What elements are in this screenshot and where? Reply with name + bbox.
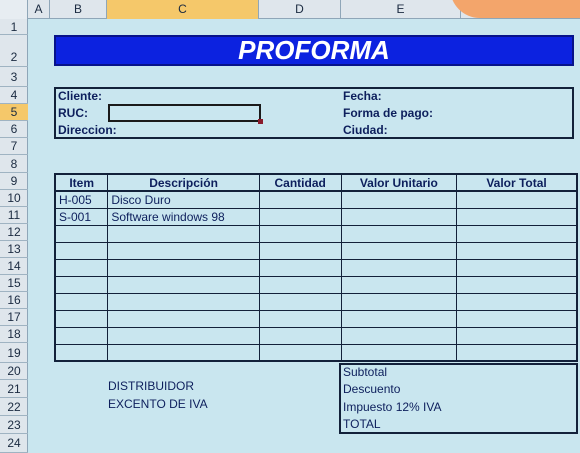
row-header[interactable]: 6 (0, 121, 28, 138)
row-header[interactable]: 1 (0, 19, 28, 35)
cell-valor-total[interactable] (457, 242, 577, 259)
cell-cantidad[interactable] (259, 276, 341, 293)
row-header[interactable]: 11 (0, 207, 28, 224)
column-header-b[interactable]: B (50, 0, 107, 19)
cell-item[interactable] (55, 225, 108, 242)
column-label-item[interactable]: Item (55, 174, 108, 191)
cell-descripcion[interactable] (108, 225, 259, 242)
cell-valor-total[interactable] (457, 225, 577, 242)
page-title: PROFORMA (238, 35, 390, 65)
proforma-title-banner (54, 35, 574, 66)
cell-descripcion[interactable] (108, 276, 259, 293)
table-row (55, 225, 577, 242)
row-header[interactable]: 10 (0, 190, 28, 207)
cell-valor-unitario[interactable] (341, 276, 457, 293)
cliente-label: Cliente: (58, 89, 103, 103)
cell-valor-total[interactable] (457, 259, 577, 276)
cell-descripcion[interactable]: Disco Duro (108, 191, 259, 208)
cell-valor-total[interactable] (457, 276, 577, 293)
cell-descripcion[interactable] (108, 310, 259, 327)
row-header[interactable]: 13 (0, 241, 28, 258)
column-label-descripcion[interactable]: Descripción (108, 174, 259, 191)
table-row (55, 208, 577, 225)
column-header-a[interactable]: A (28, 0, 50, 19)
fill-handle[interactable] (258, 119, 263, 124)
row-header[interactable]: 19 (0, 343, 28, 363)
cell-item[interactable] (55, 344, 108, 361)
total-label: TOTAL (343, 417, 381, 431)
column-header-e[interactable]: E (341, 0, 461, 19)
cell-descripcion[interactable] (108, 242, 259, 259)
cell-cantidad[interactable] (259, 208, 341, 225)
selected-cell-c5[interactable] (108, 104, 261, 122)
cell-descripcion[interactable] (108, 293, 259, 310)
row-header[interactable]: 16 (0, 292, 28, 309)
cell-valor-total[interactable] (457, 310, 577, 327)
cell-item[interactable] (55, 327, 108, 344)
table-header-row (55, 174, 577, 191)
cell-cantidad[interactable] (259, 191, 341, 208)
cell-item[interactable] (55, 242, 108, 259)
row-header[interactable]: 23 (0, 416, 28, 434)
cell-valor-unitario[interactable] (341, 242, 457, 259)
cell-cantidad[interactable] (259, 225, 341, 242)
excento-iva-note: EXCENTO DE IVA (108, 397, 208, 411)
column-label-valor-total[interactable]: Valor Total (457, 174, 577, 191)
subtotal-label: Subtotal (343, 365, 388, 379)
cell-cantidad[interactable] (259, 327, 341, 344)
items-table (54, 173, 578, 362)
cell-cantidad[interactable] (259, 310, 341, 327)
column-label-cantidad[interactable]: Cantidad (259, 174, 341, 191)
table-row (55, 191, 577, 208)
column-header-c[interactable]: C (107, 0, 259, 19)
column-label-valor-unitario[interactable]: Valor Unitario (341, 174, 457, 191)
cell-cantidad[interactable] (259, 293, 341, 310)
cell-descripcion[interactable] (108, 344, 259, 361)
cell-item[interactable] (55, 310, 108, 327)
row-header[interactable]: 2 (0, 35, 28, 67)
table-row (55, 242, 577, 259)
row-header[interactable]: 4 (0, 87, 28, 104)
table-row (55, 259, 577, 276)
cell-item[interactable] (55, 293, 108, 310)
row-header[interactable]: 18 (0, 326, 28, 343)
row-header[interactable]: 21 (0, 380, 28, 398)
direccion-label: Direccion: (58, 123, 117, 137)
cell-item[interactable]: H-005 (55, 191, 108, 208)
cell-valor-unitario[interactable] (341, 208, 457, 225)
distribuidor-note: DISTRIBUIDOR (108, 379, 195, 393)
impuesto-label: Impuesto 12% IVA (343, 400, 442, 414)
cell-item[interactable] (55, 259, 108, 276)
column-header-d[interactable]: D (259, 0, 341, 19)
row-header-bar (0, 19, 28, 453)
cell-valor-unitario[interactable] (341, 225, 457, 242)
descuento-label: Descuento (343, 382, 401, 396)
cell-valor-total[interactable] (457, 344, 577, 361)
ciudad-label: Ciudad: (343, 123, 388, 137)
cell-valor-total[interactable] (457, 191, 577, 208)
cell-cantidad[interactable] (259, 242, 341, 259)
table-row (55, 310, 577, 327)
table-row (55, 327, 577, 344)
row-header[interactable]: 7 (0, 138, 28, 155)
cell-valor-unitario[interactable] (341, 191, 457, 208)
row-header[interactable]: 15 (0, 275, 28, 292)
cell-cantidad[interactable] (259, 344, 341, 361)
row-header[interactable]: 9 (0, 173, 28, 190)
cell-valor-unitario[interactable] (341, 293, 457, 310)
table-row (55, 276, 577, 293)
row-header[interactable]: 12 (0, 224, 28, 241)
fecha-label: Fecha: (343, 89, 382, 103)
row-header[interactable]: 3 (0, 67, 28, 87)
cell-descripcion[interactable] (108, 259, 259, 276)
worksheet-grid[interactable] (28, 19, 580, 453)
row-header[interactable]: 5 (0, 104, 28, 121)
cell-item[interactable] (55, 276, 108, 293)
cell-descripcion[interactable]: Software windows 98 (108, 208, 259, 225)
table-row (55, 293, 577, 310)
cell-valor-total[interactable] (457, 208, 577, 225)
cell-descripcion[interactable] (108, 327, 259, 344)
cell-valor-total[interactable] (457, 327, 577, 344)
row-header[interactable]: 24 (0, 434, 28, 453)
select-all-corner[interactable] (0, 0, 28, 19)
row-header[interactable]: 20 (0, 363, 28, 380)
row-header[interactable]: 17 (0, 309, 28, 326)
column-header-bar (0, 0, 580, 19)
cell-valor-unitario[interactable] (341, 310, 457, 327)
window-corner-decoration (450, 0, 580, 18)
ruc-label: RUC: (58, 106, 88, 120)
cell-valor-unitario[interactable] (341, 327, 457, 344)
cell-item[interactable]: S-001 (55, 208, 108, 225)
table-row (55, 344, 577, 361)
row-header[interactable]: 22 (0, 398, 28, 416)
cell-valor-unitario[interactable] (341, 344, 457, 361)
cell-valor-unitario[interactable] (341, 259, 457, 276)
row-header[interactable]: 8 (0, 155, 28, 173)
forma-pago-label: Forma de pago: (343, 106, 434, 120)
row-header[interactable]: 14 (0, 258, 28, 275)
totals-box (339, 363, 578, 434)
cell-cantidad[interactable] (259, 259, 341, 276)
cell-valor-total[interactable] (457, 293, 577, 310)
